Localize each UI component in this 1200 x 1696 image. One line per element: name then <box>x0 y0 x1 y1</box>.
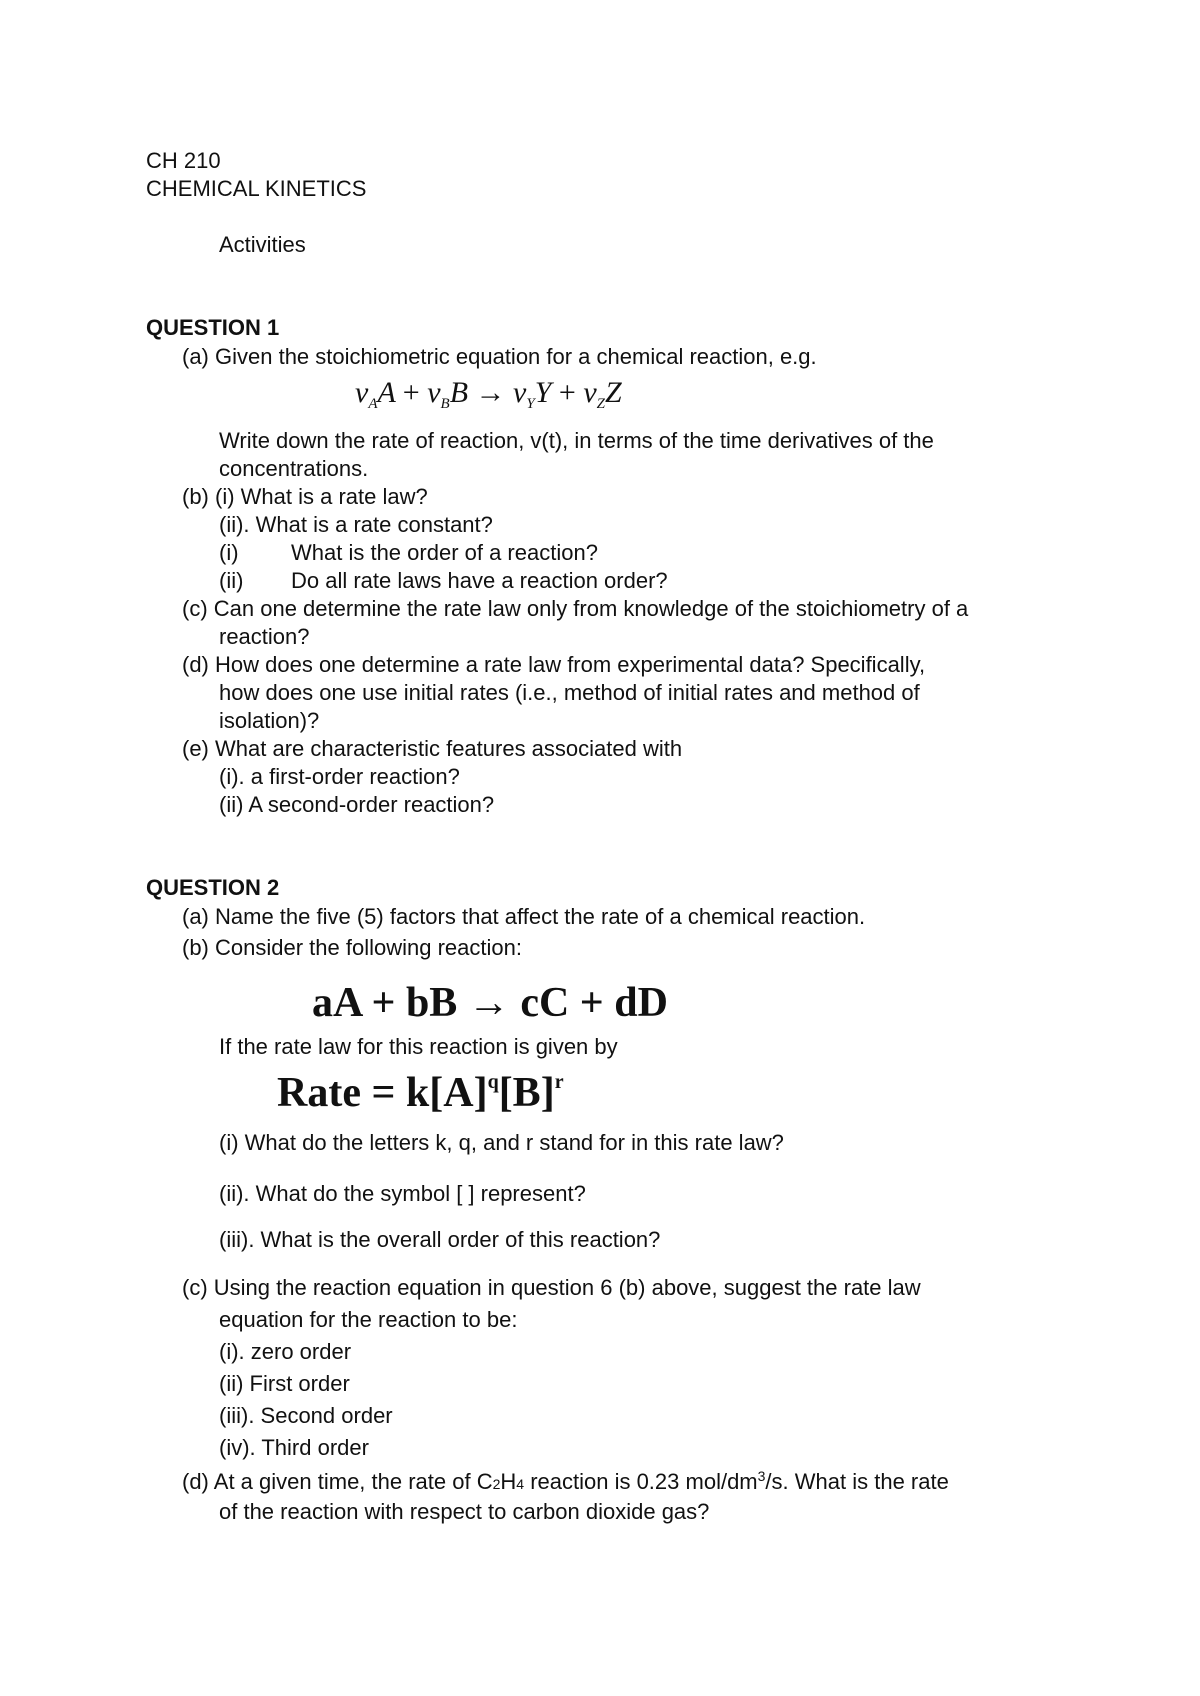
q2-rate-law-intro: If the rate law for this reaction is given by <box>219 1034 618 1059</box>
question-2-heading: QUESTION 2 <box>146 875 280 900</box>
q1-part-d-line-2: how does one use initial rates (i.e., method of initial rates and method of <box>219 680 920 705</box>
q1-part-e-i: (i). a first-order reaction? <box>219 764 460 789</box>
q2-part-b-iii: (iii). What is the overall order of this reaction? <box>219 1227 661 1252</box>
q2-part-c-line-2: equation for the reaction to be: <box>219 1307 518 1332</box>
course-code: CH 210 <box>146 148 221 173</box>
document-title: CHEMICAL KINETICS <box>146 176 367 201</box>
q1-a-text-line-1: Write down the rate of reaction, v(t), in terms of the time derivatives of the <box>219 428 934 453</box>
q2-part-d-line-1: (d) At a given time, the rate of C2H4 reaction is 0.23 mol/$dm^3/s$. What is the rate <box>182 1468 949 1494</box>
q2-part-c-line-1: (c) Using the reaction equation in question 6 (b) above, suggest the rate law <box>182 1275 921 1300</box>
q1-part-c-line-1: (c) Can one determine the rate law only from knowledge of the stoichiometry of a <box>182 596 969 621</box>
q2-part-b: (b) Consider the following reaction: <box>182 935 522 960</box>
q2-part-b-ii: (ii). What do the symbol [ ] represent? <box>219 1181 586 1206</box>
document-subtitle: Activities <box>219 232 306 257</box>
q1-part-e-ii: (ii) A second-order reaction? <box>219 792 495 817</box>
q1-part-d-line-3: isolation)? <box>219 708 320 733</box>
stoichiometric-equation: $\nu_AA + \nu_BB \to \nu_YY + \nu_ZZ$ <box>355 376 622 412</box>
q1-part-b-ii: (ii). What is a rate constant? <box>219 512 493 537</box>
q1-part-d-line-1: (d) How does one determine a rate law from experimental data? Specifically, <box>182 652 926 677</box>
general-reaction-equation: aA + bB → cC + dD <box>312 980 668 1026</box>
q2-part-a: (a) Name the five (5) factors that affect the rate of a chemical reaction. <box>182 904 866 929</box>
q1-part-a: (a) Given the stoichiometric equation for a chemical reaction, e.g. <box>182 344 817 369</box>
q1-part-e-line-1: (e) What are characteristic features associated with <box>182 736 683 761</box>
q2-part-c-ii: (ii) First order <box>219 1371 350 1396</box>
q1-part-c-line-2: reaction? <box>219 624 310 649</box>
q2-part-d-line-2: of the reaction with respect to carbon dioxide gas? <box>219 1499 710 1524</box>
q1-part-b-iii: (i) What is the order of a reaction? <box>219 540 598 565</box>
q1-a-text-line-2: concentrations. <box>219 456 369 481</box>
q2-part-c-iii: (iii). Second order <box>219 1403 393 1428</box>
question-1-heading: QUESTION 1 <box>146 315 280 340</box>
q1-part-b-i: (b) (i) What is a rate law? <box>182 484 428 509</box>
q2-part-c-i: (i). zero order <box>219 1339 352 1364</box>
rate-law-equation: Rate = $k[A]^q[B]^r$ <box>277 1070 564 1116</box>
q1-part-b-iv: (ii) Do all rate laws have a reaction order? <box>219 568 668 593</box>
q2-part-b-i: (i) What do the letters k, q, and r stand for in this rate law? <box>219 1130 784 1155</box>
q2-part-c-iv: (iv). Third order <box>219 1435 369 1460</box>
